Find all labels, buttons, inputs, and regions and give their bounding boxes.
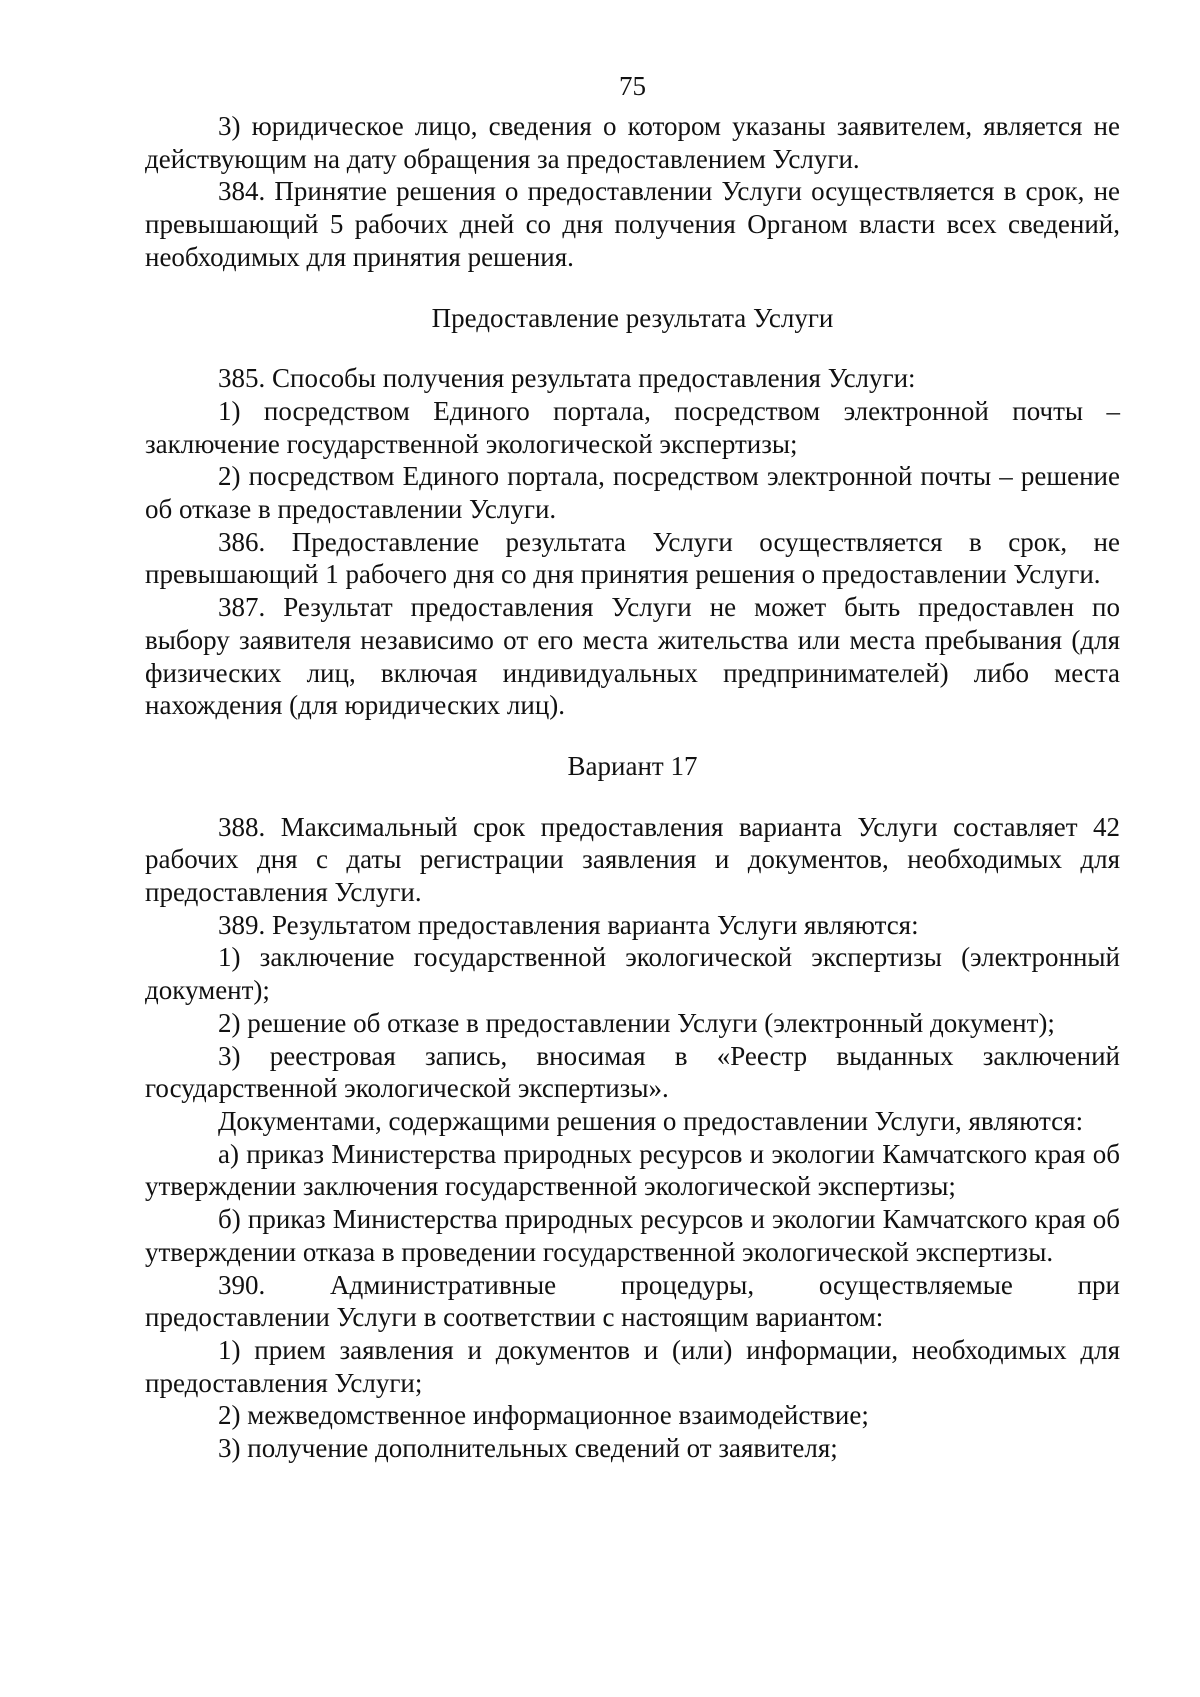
paragraph-385-item-2: 2) посредством Единого портала, посредством электронной почты – решение об отказе в предоставлении Услуги. [145, 461, 1120, 525]
paragraph-390-line-2: предоставлении Услуги в соответствии с настоящим вариантом: [145, 1302, 884, 1333]
paragraph-decision-item-a: а) приказ Министерства природных ресурсов и экологии Камчатского края об утверждении заключения государственной экологической экспертизы; [145, 1138, 1120, 1202]
document-page [145, 70, 1120, 1670]
paragraph-389-item-2: 2) решение об отказе в предоставлении Услуги (электронный документ); [218, 1007, 1055, 1038]
paragraph-389-item-1: 1) заключение государственной экологической экспертизы (электронный документ); [145, 942, 1120, 1006]
paragraph-decision-item-b: б) приказ Министерства природных ресурсов и экологии Камчатского края об утверждении отказа в проведении государственной экологической экспертизы. [145, 1204, 1120, 1267]
paragraph-385: 385. Способы получения результата предоставления Услуги: [218, 363, 916, 394]
paragraph-390-item-1: 1) прием заявления и документов и (или) информации, необходимых для предоставления Услуги; [145, 1334, 1120, 1398]
paragraph-389: 389. Результатом предоставления варианта Услуги являются: [218, 909, 919, 940]
paragraph-390-line-1: 390. Административные процедуры, осуществляемые при [218, 1269, 1120, 1300]
paragraph-386: 386. Предоставление результата Услуги осуществляется в срок, не превышающий 1 рабочего дня со дня принятия решения о предоставлении Услуги. [145, 526, 1120, 590]
paragraph-388: 388. Максимальный срок предоставления варианта Услуги составляет 42 рабочих дня с даты регистрации заявления и документов, необходимых для предоставления Услуги. [145, 811, 1120, 908]
page-number: 75 [619, 71, 646, 101]
section-heading-result: Предоставление результата Услуги [431, 302, 834, 333]
paragraph-389-item-3: 3) реестровая запись, вносимая в «Реестр выданных заключений государственной экологической экспертизы». [145, 1040, 1120, 1104]
paragraph-385-item-1: 1) посредством Единого портала, посредством электронной почты – заключение государственной экологической экспертизы; [145, 395, 1120, 459]
paragraph-decision-documents: Документами, содержащими решения о предоставлении Услуги, являются: [218, 1105, 1084, 1136]
paragraph-390-item-2: 2) межведомственное информационное взаимодействие; [218, 1400, 869, 1431]
paragraph-387: 387. Результат предоставления Услуги не может быть предоставлен по выбору заявителя независимо от его места жительства или места пребывания (для физических лиц, включая индивидуальных предпринимателей) либо места нахождения (для юридических лиц). [145, 592, 1120, 721]
paragraph-item-3-legal-entity: 3) юридическое лицо, сведения о котором указаны заявителем, является не действующим на дату обращения за предоставлением Услуги. [145, 111, 1120, 174]
paragraph-384: 384. Принятие решения о предоставлении Услуги осуществляется в срок, не превышающий 5 рабочих дней со дня получения Органом власти всех сведений, необходимых для принятия решения. [145, 176, 1120, 272]
section-heading-variant-17: Вариант 17 [567, 750, 698, 781]
paragraph-390-item-3: 3) получение дополнительных сведений от заявителя; [218, 1433, 838, 1464]
